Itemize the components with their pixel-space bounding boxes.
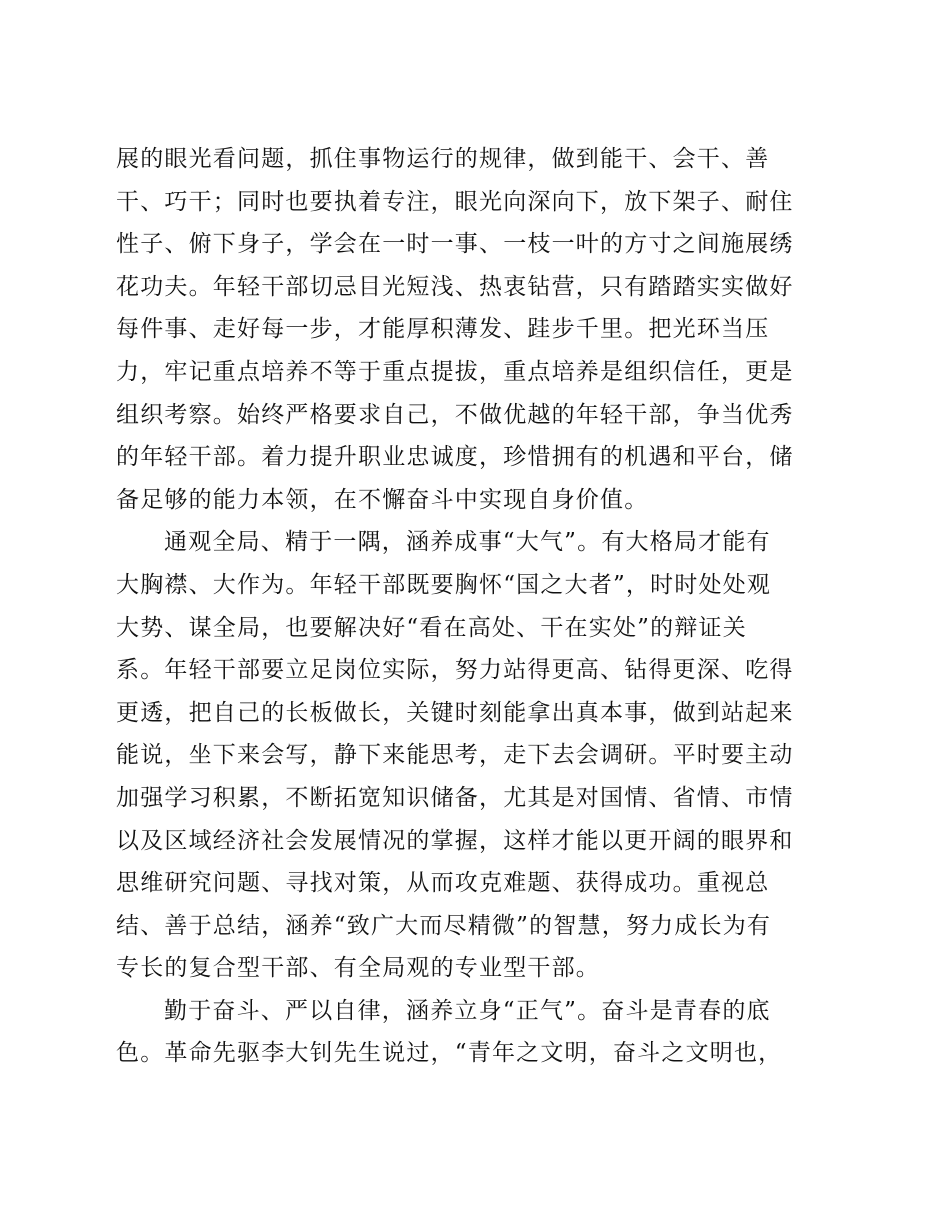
paragraph-3 [116, 990, 816, 1075]
text-line: 结、善于总结，涵养“致广大而尽精微”的智慧，努力成长为有 [116, 912, 772, 939]
text-line: 展的眼光看问题，抓住事物运行的规律，做到能干、会干、善 [116, 146, 770, 172]
text-line: 每件事、走好每一步，才能厚积薄发、跬步千里。把光环当压 [116, 316, 770, 343]
text-line: 通观全局、精于一隅，涵养成事“大气”。有大格局才能有 [164, 529, 771, 556]
text-line: 组织考察。始终严格要求自己，不做优越的年轻干部，争当优秀 [116, 401, 794, 428]
paragraph-2 [116, 521, 816, 990]
text-line: 性子、俯下身子，学会在一时一事、一枝一叶的方寸之间施展绣 [116, 231, 794, 258]
text-line: 能说，坐下来会写，静下来能思考，走下去会调研。平时要主动 [116, 742, 794, 769]
text-line: 的年轻干部。着力提升职业忠诚度，珍惜拥有的机遇和平台，储 [116, 444, 794, 471]
text-line: 勤于奋斗、严以自律，涵养立身“正气”。奋斗是青春的底 [164, 997, 771, 1024]
text-line: 干、巧干；同时也要执着专注，眼光向深向下，放下架子、耐住 [116, 188, 794, 215]
text-line: 以及区域经济社会发展情况的掌握，这样才能以更开阔的眼界和 [116, 827, 794, 854]
text-line: 大胸襟、大作为。年轻干部既要胸怀“国之大者”，时时处处观 [116, 571, 772, 598]
paragraph-1 [116, 138, 816, 521]
text-line: 思维研究问题、寻找对策，从而攻克难题、获得成功。重视总 [116, 870, 770, 897]
text-line: 加强学习积累，不断拓宽知识储备，尤其是对国情、省情、市情 [116, 784, 794, 811]
text-line: 专长的复合型干部、有全局观的专业型干部。 [116, 955, 600, 982]
text-line: 花功夫。年轻干部切忌目光短浅、热衷钻营，只有踏踏实实做好 [116, 273, 794, 300]
body-text [116, 138, 816, 1075]
text-line: 系。年轻干部要立足岗位实际，努力站得更高、钻得更深、吃得 [116, 657, 794, 684]
text-line: 色。革命先驱李大钊先生说过，“青年之文明，奋斗之文明也， [116, 1040, 783, 1067]
text-line: 大势、谋全局，也要解决好“看在高处、干在实处”的辩证关 [116, 614, 747, 641]
text-line: 更透，把自己的长板做长，关键时刻能拿出真本事，做到站起来 [116, 699, 794, 726]
text-line: 备足够的能力本领，在不懈奋斗中实现自身价值。 [116, 486, 649, 513]
text-line: 力，牢记重点培养不等于重点提拔，重点培养是组织信任，更是 [116, 358, 794, 385]
